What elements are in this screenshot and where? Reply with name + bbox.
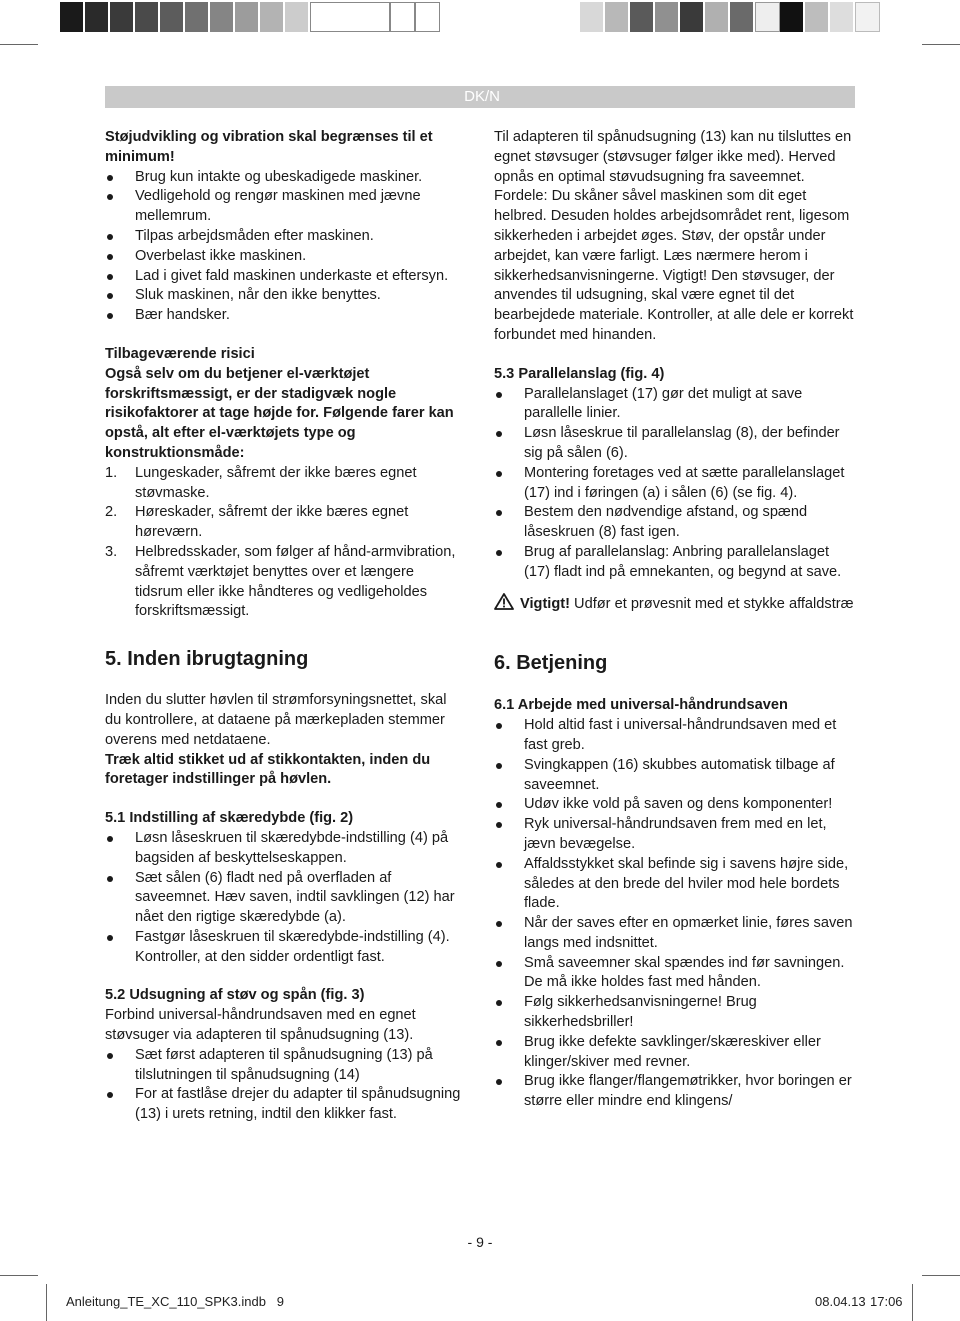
right-column xyxy=(494,128,854,1112)
noise-heading: Støjudvikling og vibration skal begrænses til et minimum! xyxy=(105,129,433,165)
section-5-2-intro: Forbind universal-håndrundsaven med en egnet støvsuger via adapteren til spånudsugning (13). xyxy=(105,1007,416,1044)
list-item: 2. Høreskader, såfremt der ikke bæres egnet høreværn. xyxy=(105,504,409,541)
list-item: Brug af parallelanslag: Anbring parallelanslaget (17) fladt ind på emnekanten, og begynd at save. xyxy=(494,543,854,583)
registration-bar-right xyxy=(580,2,880,32)
footer-time: 17:06 xyxy=(870,1294,903,1309)
list-item: 1. Lungeskader, såfremt der ikke bæres egnet støvmaske. xyxy=(105,464,417,501)
list-item: Ryk universal-håndrundsaven frem med en let, jævn bevægelse. xyxy=(494,815,854,855)
section-6-1-title: 6.1 Arbejde med universal-håndrundsaven xyxy=(494,697,788,714)
important-label: Vigtigt! xyxy=(520,595,570,612)
important-note xyxy=(494,593,854,615)
footer-filename: Anleitung_TE_XC_110_SPK3.indb 9 xyxy=(66,1294,285,1309)
crop-mark xyxy=(922,1275,960,1276)
important-text: Udfør et prøvesnit med et stykke affaldstræ xyxy=(570,595,854,612)
section-5-title: 5. Inden ibrugtagning xyxy=(105,648,309,671)
list-item: Bær handsker. xyxy=(105,306,465,326)
list-item: Tilpas arbejdsmåden efter maskinen. xyxy=(105,227,465,247)
section-5-warning: Træk altid stikket ud af stikkontakten, inden du foretager indstillinger på høvlen. xyxy=(105,751,431,788)
crop-mark xyxy=(0,1275,38,1276)
residual-risk-title: Tilbageværende risici xyxy=(105,345,255,362)
list-item: Affaldsstykket skal befinde sig i savens højre side, således at den brede del hviler mod hele bordets flade. xyxy=(494,855,854,914)
list-item: Lad i givet fald maskinen underkaste et eftersyn. xyxy=(105,267,465,287)
list-item: Løsn låseskruen til skæredybde-indstilling (4) på bagsiden af beskyttelseskappen. xyxy=(105,829,465,869)
crop-mark xyxy=(46,1284,47,1321)
list-item: Hold altid fast i universal-håndrundsaven med et fast greb. xyxy=(494,716,854,756)
crop-mark xyxy=(922,44,960,45)
list-item: Overbelast ikke maskinen. xyxy=(105,247,465,267)
list-item: For at fastlåse drejer du adapter til spånudsugning (13) i urets retning, indtil den klikker fast. xyxy=(105,1085,465,1125)
left-column xyxy=(105,128,465,1125)
noise-bullet-list xyxy=(105,168,465,326)
list-item: Sluk maskinen, når den ikke benyttes. xyxy=(105,286,465,306)
list-item: Svingkappen (16) skubbes automatisk tilbage af saveemnet. xyxy=(494,756,854,796)
list-item: Udøv ikke vold på saven og dens komponenter! xyxy=(494,795,854,815)
list-item: Brug kun intakte og ubeskadigede maskiner. xyxy=(105,168,465,188)
section-5-2-bullets xyxy=(105,1046,465,1125)
section-6-title: 6. Betjening xyxy=(494,652,608,675)
adapter-paragraph: Til adapteren til spånudsugning (13) kan nu tilsluttes en egnet støvsuger (støvsuger følger ikke med). Herved opnås en optimal støvudsugning fra saveemnet. Fordele: Du skåner såvel maskinen som dit eget helbred. Desuden holdes arbejdsområdet rent, ligesom sikkerheden i arbejdet øges. Støv, der opstår under arbejdet, kan være farligt. Læs nærmere herom i sikkerhedsanvisningerne. Vigtigt! Den støvsuger, der anvendes til udsugning, skal være egnet til det bearbejdede materiale. Kontroller, at alle dele er korrekt forbundet med hinanden. xyxy=(494,129,854,343)
section-5-3-title: 5.3 Parallelanslag (fig. 4) xyxy=(494,365,665,382)
list-item: 3. Helbredsskader, som følger af hånd-armvibration, såfremt værktøjet benyttes over et længere tidsrum eller ikke håndteres og vedligeholdes forskriftsmæssigt. xyxy=(105,543,456,620)
list-item: Små saveemner skal spændes ind før savningen. De må ikke holdes fast med hånden. xyxy=(494,954,854,994)
language-header xyxy=(105,86,855,108)
section-5-intro: Inden du slutter høvlen til strømforsyningsnettet, skal du kontrollere, at dataene på mærkepladen stemmer overens med netdataene. xyxy=(105,692,447,748)
list-item: Bestem den nødvendige afstand, og spænd låseskruen (8) fast igen. xyxy=(494,503,854,543)
section-6-1-bullets xyxy=(494,716,854,1112)
section-5-2-title: 5.2 Udsugning af støv og spån (fig. 3) xyxy=(105,987,365,1004)
footer-date: 08.04.13 xyxy=(815,1294,866,1309)
list-item: Når der saves efter en opmærket linie, føres saven langs med indsnittet. xyxy=(494,914,854,954)
list-item: Sæt først adapteren til spånudsugning (13) på tilslutningen til spånudsugning (14) xyxy=(105,1046,465,1086)
list-item: Vedligehold og rengør maskinen med jævne mellemrum. xyxy=(105,187,465,227)
list-item: Følg sikkerhedsanvisningerne! Brug sikkerhedsbriller! xyxy=(494,993,854,1033)
section-5-1-bullets xyxy=(105,829,465,968)
crop-mark xyxy=(0,44,38,45)
list-item: Parallelanslaget (17) gør det muligt at save parallelle linier. xyxy=(494,385,854,425)
list-item: Brug ikke flanger/flangemøtrikker, hvor boringen er større eller mindre end klingens/ xyxy=(494,1072,854,1112)
warning-triangle-icon xyxy=(494,593,514,610)
residual-risk-intro: Også selv om du betjener el-værktøjet forskriftsmæssigt, er der stadigvæk nogle risikofaktorer at tage højde for. Følgende farer kan opstå, alt efter el-værktøjets type og konstruktionsmåde: xyxy=(105,365,454,461)
section-5-3-bullets xyxy=(494,385,854,583)
list-item: Løsn låseskrue til parallelanslag (8), der befinder sig på sålen (6). xyxy=(494,424,854,464)
registration-bar-left xyxy=(60,2,440,32)
language-tag: DK/N xyxy=(464,88,500,105)
section-5-1-title: 5.1 Indstilling af skæredybde (fig. 2) xyxy=(105,810,354,827)
page-number: - 9 - xyxy=(467,1234,493,1250)
crop-mark xyxy=(912,1284,913,1321)
list-item: Fastgør låseskruen til skæredybde-indstilling (4). Kontroller, at den sidder ordentligt fast. xyxy=(105,928,465,968)
list-item: Montering foretages ved at sætte parallelanslaget (17) ind i føringen (a) i sålen (6) (se fig. 4). xyxy=(494,464,854,504)
risk-list xyxy=(105,464,465,622)
list-item: Sæt sålen (6) fladt ned på overfladen af saveemnet. Hæv saven, indtil savklingen (12) har nået den rigtige skæredybde (a). xyxy=(105,869,465,928)
list-item: Brug ikke defekte savklinger/skæreskiver eller klinger/skiver med revner. xyxy=(494,1033,854,1073)
